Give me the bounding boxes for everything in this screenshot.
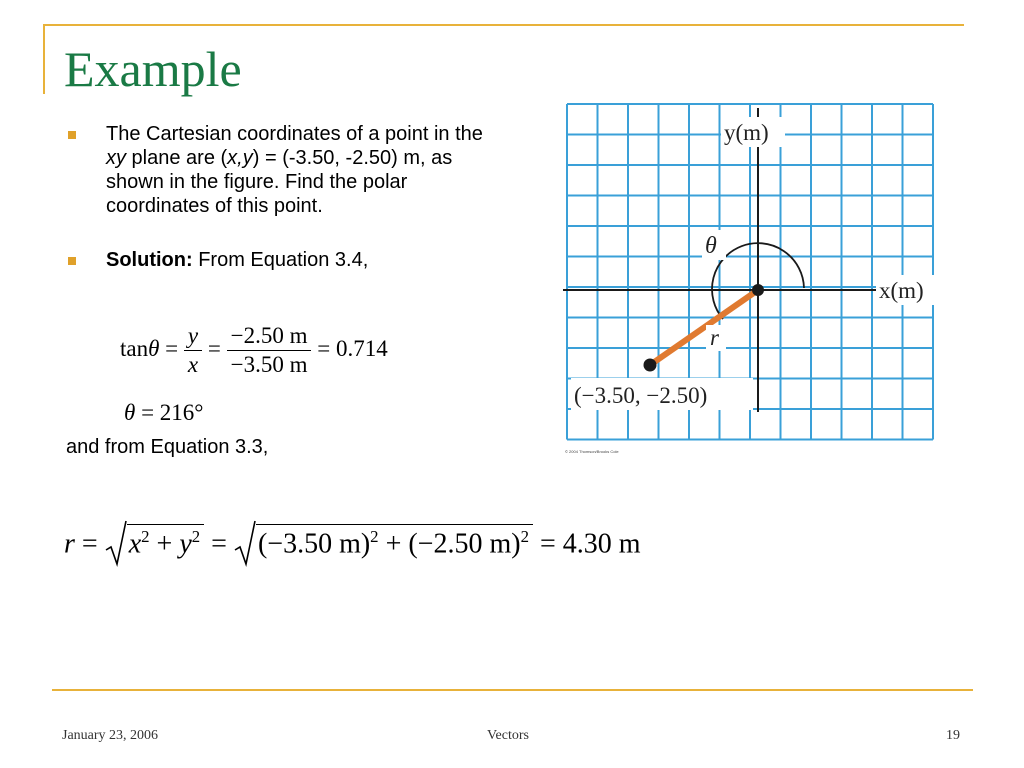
y-over-x-fraction	[184, 322, 202, 379]
footer-divider	[52, 689, 973, 691]
tan-result: 0.714	[335, 335, 388, 361]
problem-text-1: The Cartesian coordinates of a point in the	[106, 123, 483, 145]
equals-sign: =	[165, 335, 179, 361]
target-point	[644, 359, 657, 372]
solution-text: From Equation 3.4,	[192, 249, 369, 271]
r-equation	[64, 524, 641, 560]
point-coordinates-label: (−3.50, −2.50)	[574, 383, 708, 408]
x-component-term: (−3.50 m)	[257, 528, 371, 560]
theta-value: 216°	[159, 400, 204, 425]
exponent: 2	[520, 527, 529, 546]
y-axis-label: y(m)	[724, 120, 769, 145]
theta-equation	[124, 400, 204, 426]
slide-title: Example	[64, 41, 242, 97]
problem-text-3: ) = (-3.50, -2.50) m, as shown in the figure. Find the polar coordinates of this point.	[106, 147, 453, 217]
sqrt-symbolic	[105, 524, 204, 560]
problem-text-xcomma-y: x,y	[227, 147, 253, 169]
tan-equation	[120, 322, 388, 379]
top-frame-line	[43, 24, 964, 26]
fraction-numerator-value: −2.50 m	[227, 322, 312, 351]
equation-3-3-text: and from Equation 3.3,	[66, 436, 269, 458]
footer-date: January 23, 2006	[62, 728, 159, 743]
square-bullet-icon	[68, 257, 76, 265]
r-label: r	[710, 325, 719, 350]
figure-copyright: © 2004 Thomson/Brooks Cole	[565, 449, 619, 454]
bullet-problem	[66, 122, 496, 218]
plus-sign: +	[156, 528, 173, 560]
theta-label: θ	[705, 233, 717, 259]
equals-sign: =	[81, 528, 98, 560]
r-symbol: r	[64, 528, 75, 560]
equals-sign: =	[207, 335, 221, 361]
origin-point	[752, 284, 764, 296]
x-symbol: x	[128, 528, 142, 560]
exponent: 2	[370, 527, 379, 546]
y-symbol: y	[179, 528, 192, 560]
r-result: 4.30 m	[562, 528, 641, 560]
exponent: 2	[141, 527, 150, 546]
theta-symbol: θ	[148, 335, 160, 361]
fraction-numerator-y: y	[184, 322, 202, 351]
tan-function: tan	[120, 335, 149, 361]
sqrt-numeric	[234, 524, 533, 560]
bullet-solution	[66, 248, 496, 272]
bullet-list	[66, 122, 496, 272]
footer-title: Vectors	[487, 728, 529, 743]
square-bullet-icon	[68, 131, 76, 139]
radical-sign-icon	[105, 520, 127, 568]
problem-text-2: plane are (	[126, 147, 228, 169]
fraction-denominator-value: −3.50 m	[230, 352, 308, 377]
fraction-denominator-x: x	[187, 352, 199, 377]
problem-text-xy: xy	[106, 147, 126, 169]
radical-sign-icon	[234, 520, 256, 568]
equals-sign: =	[141, 400, 155, 425]
cartesian-figure	[563, 100, 949, 456]
plus-sign: +	[385, 528, 402, 560]
theta-symbol: θ	[124, 400, 136, 425]
x-axis-label: x(m)	[879, 278, 924, 303]
equals-sign: =	[317, 335, 331, 361]
exponent: 2	[191, 527, 201, 546]
equals-sign: =	[539, 528, 556, 560]
solution-label: Solution:	[106, 249, 193, 271]
slide-number: 19	[946, 728, 960, 743]
equals-sign: =	[211, 528, 227, 560]
y-component-term: (−2.50 m)	[408, 528, 521, 560]
left-frame-line	[43, 24, 45, 94]
value-fraction	[227, 322, 312, 379]
